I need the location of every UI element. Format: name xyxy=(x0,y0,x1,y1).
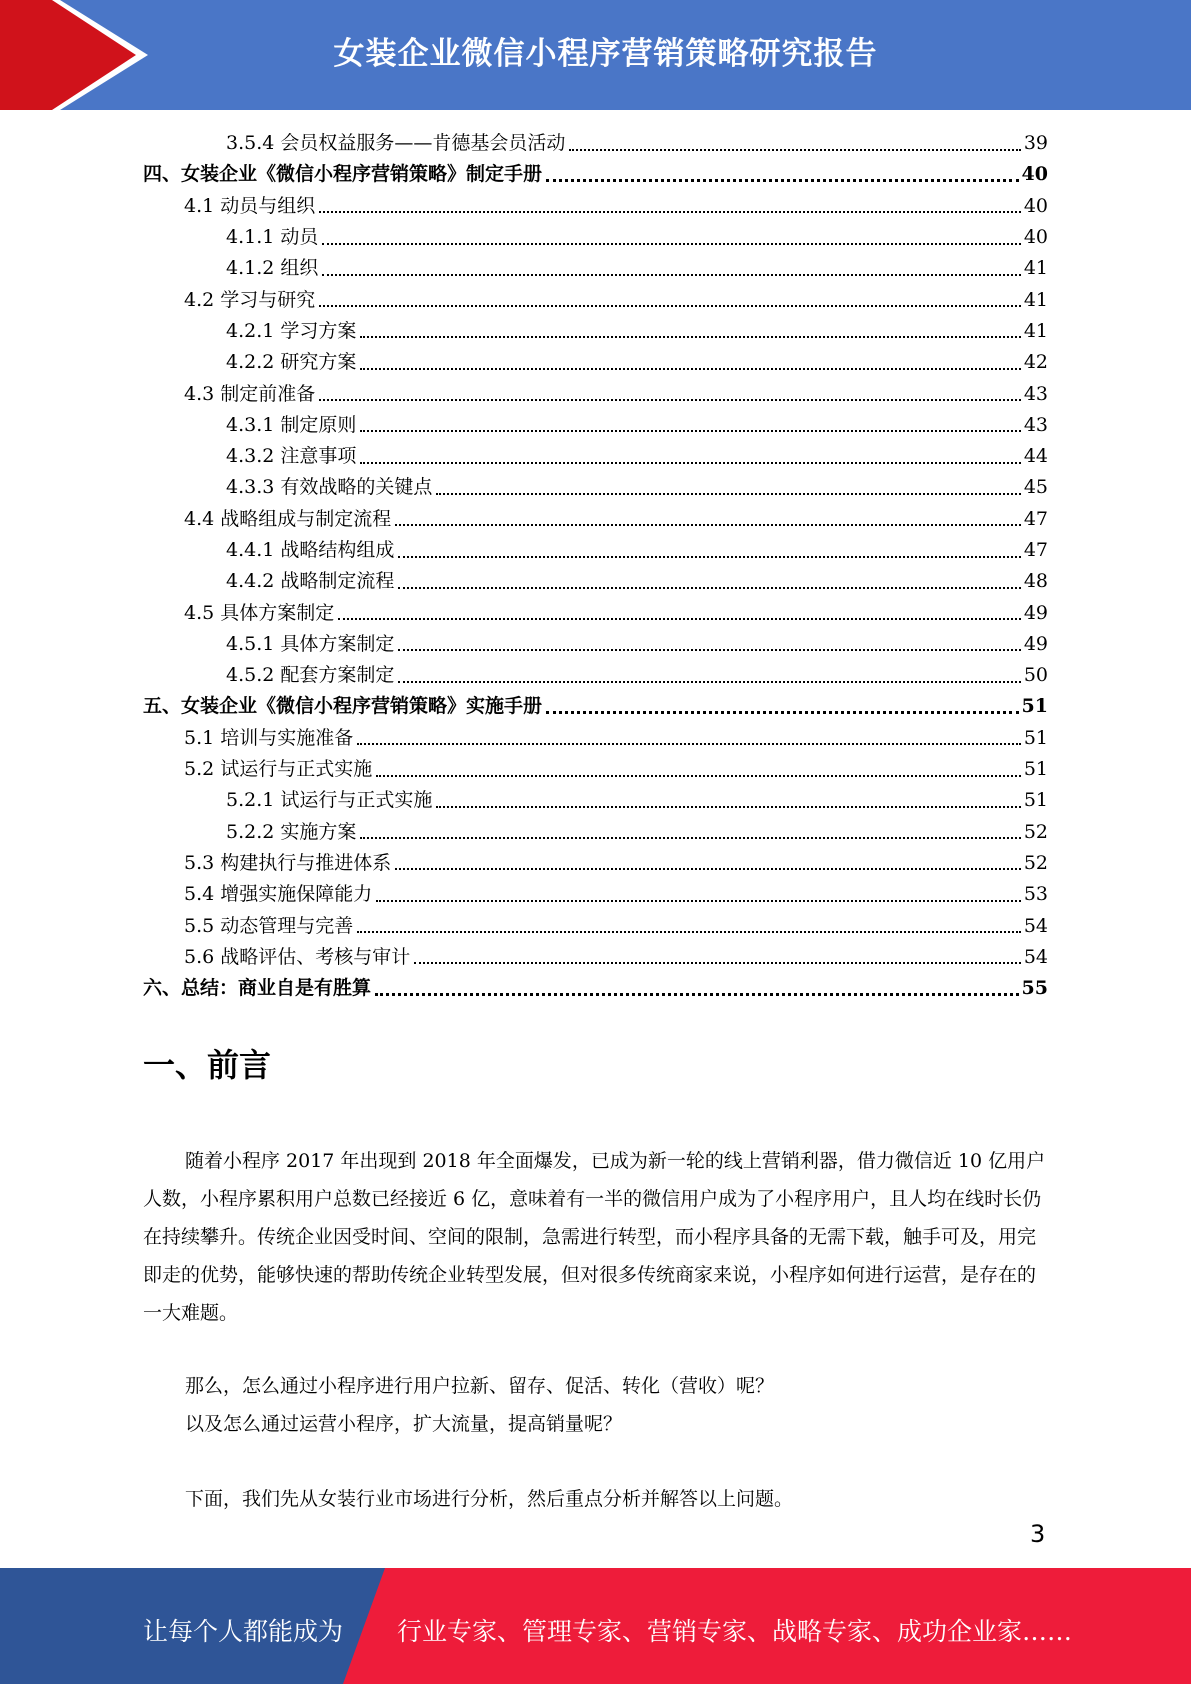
toc-entry-title: 3.5.4 会员权益服务——肯德基会员活动 xyxy=(226,132,566,155)
toc-entry[interactable] xyxy=(143,128,1048,159)
toc-entry-page: 50 xyxy=(1023,664,1048,687)
toc-dot-leader xyxy=(398,681,1020,683)
toc-entry-page: 51 xyxy=(1023,789,1048,812)
toc-entry-title: 5.5 动态管理与完善 xyxy=(184,914,354,937)
transition-paragraph: 下面，我们先从女装行业市场进行分析，然后重点分析并解答以上问题。 xyxy=(185,1488,794,1510)
toc-entry-title: 5.6 战略评估、考核与审计 xyxy=(184,945,411,968)
toc-dot-leader xyxy=(360,336,1020,338)
toc-dot-leader xyxy=(414,962,1021,964)
toc-entry-title: 4.1.2 组织 xyxy=(226,257,319,280)
toc-dot-leader xyxy=(375,993,1019,996)
toc-entry-title: 4.1.1 动员 xyxy=(226,226,319,249)
toc-entry-title: 5.3 构建执行与推进体系 xyxy=(184,851,392,874)
toc-entry[interactable] xyxy=(143,316,1048,347)
toc-entry-title: 4.5.1 具体方案制定 xyxy=(226,632,395,655)
toc-entry-page: 55 xyxy=(1021,977,1048,1000)
toc-entry-title: 5.2.1 试运行与正式实施 xyxy=(226,789,433,812)
toc-dot-leader xyxy=(338,618,1021,620)
toc-entry-title: 4.3.2 注意事项 xyxy=(226,445,357,468)
toc-entry[interactable] xyxy=(143,723,1048,754)
toc-dot-leader xyxy=(376,775,1021,777)
toc-entry[interactable] xyxy=(143,159,1048,190)
toc-dot-leader xyxy=(360,462,1020,464)
toc-dot-leader xyxy=(360,368,1020,370)
toc-entry-title: 4.3.1 制定原则 xyxy=(226,413,357,436)
toc-dot-leader xyxy=(360,837,1020,839)
toc-entry-page: 40 xyxy=(1023,194,1048,217)
toc-entry-title: 4.3.3 有效战略的关键点 xyxy=(226,476,433,499)
toc-entry-page: 49 xyxy=(1023,632,1048,655)
toc-entry-title: 5.2.2 实施方案 xyxy=(226,820,357,843)
toc-dot-leader xyxy=(546,711,1019,714)
toc-entry-page: 52 xyxy=(1023,851,1048,874)
toc-entry-page: 47 xyxy=(1023,539,1048,561)
toc-entry-page: 54 xyxy=(1023,914,1048,937)
toc-dot-leader xyxy=(395,524,1021,526)
toc-entry-title: 4.4 战略组成与制定流程 xyxy=(184,507,392,530)
toc-entry-title: 五、女装企业《微信小程序营销策略》实施手册 xyxy=(143,695,543,718)
toc-entry-page: 40 xyxy=(1021,163,1048,186)
toc-entry-page: 49 xyxy=(1023,601,1048,624)
toc-entry-title: 4.4.1 战略结构组成 xyxy=(226,539,395,561)
toc-dot-leader xyxy=(395,868,1021,870)
toc-dot-leader xyxy=(322,243,1020,245)
toc-entry-page: 43 xyxy=(1023,413,1048,436)
toc-dot-leader xyxy=(357,743,1021,745)
toc-entry-title: 4.3 制定前准备 xyxy=(184,382,316,405)
toc-dot-leader xyxy=(360,430,1020,432)
toc-dot-leader xyxy=(398,587,1020,589)
table-of-contents xyxy=(143,128,1048,1004)
toc-entry-title: 5.2 试运行与正式实施 xyxy=(184,758,373,781)
toc-entry-page: 41 xyxy=(1023,319,1048,342)
toc-entry-title: 4.5 具体方案制定 xyxy=(184,601,335,624)
toc-dot-leader xyxy=(322,274,1020,276)
toc-entry[interactable] xyxy=(143,660,1048,691)
toc-entry[interactable] xyxy=(143,691,1048,722)
question-line-1: 那么，怎么通过小程序进行用户拉新、留存、促活、转化（营收）呢？ xyxy=(185,1375,775,1397)
question-line-2: 以及怎么通过运营小程序，扩大流量，提高销量呢？ xyxy=(185,1413,623,1435)
toc-entry[interactable] xyxy=(143,817,1048,848)
toc-entry-page: 45 xyxy=(1023,476,1048,499)
toc-entry-page: 43 xyxy=(1023,382,1048,405)
report-title: 女装企业微信小程序营销策略研究报告 xyxy=(333,36,878,72)
toc-entry-page: 48 xyxy=(1023,570,1048,593)
toc-entry-page: 51 xyxy=(1023,758,1048,781)
toc-entry[interactable] xyxy=(143,191,1048,222)
toc-entry-title: 四、女装企业《微信小程序营销策略》制定手册 xyxy=(143,163,543,186)
page-number: 3 xyxy=(1030,1520,1046,1548)
toc-entry-page: 42 xyxy=(1023,351,1048,374)
toc-entry-page: 47 xyxy=(1023,507,1048,530)
footer-slogan-roles: 行业专家、管理专家、营销专家、战略专家、成功企业家…… xyxy=(397,1617,1073,1646)
toc-entry-title: 4.5.2 配套方案制定 xyxy=(226,664,395,687)
toc-entry-title: 4.4.2 战略制定流程 xyxy=(226,570,395,593)
toc-entry-title: 4.1 动员与组织 xyxy=(184,194,316,217)
toc-entry[interactable] xyxy=(143,378,1048,409)
toc-entry[interactable] xyxy=(143,504,1048,535)
toc-entry[interactable] xyxy=(143,942,1048,973)
toc-entry[interactable] xyxy=(143,848,1048,879)
toc-entry[interactable] xyxy=(143,253,1048,284)
toc-dot-leader xyxy=(357,931,1021,933)
toc-entry-page: 44 xyxy=(1023,445,1048,468)
toc-entry[interactable] xyxy=(143,472,1048,503)
section-heading: 一、前言 xyxy=(143,1046,272,1084)
toc-entry-title: 4.2.1 学习方案 xyxy=(226,319,357,342)
toc-dot-leader xyxy=(546,179,1019,182)
toc-entry-title: 5.1 培训与实施准备 xyxy=(184,726,354,749)
toc-dot-leader xyxy=(319,305,1021,307)
toc-entry-page: 39 xyxy=(1023,132,1048,155)
toc-entry[interactable] xyxy=(143,222,1048,253)
toc-dot-leader xyxy=(319,211,1021,213)
toc-entry-page: 41 xyxy=(1023,257,1048,280)
toc-entry[interactable] xyxy=(143,973,1048,1004)
toc-entry-page: 41 xyxy=(1023,288,1048,311)
toc-entry-page: 51 xyxy=(1023,726,1048,749)
page-header xyxy=(0,0,1191,110)
toc-entry-page: 52 xyxy=(1023,820,1048,843)
toc-dot-leader xyxy=(398,649,1020,651)
toc-dot-leader xyxy=(436,493,1020,495)
toc-entry[interactable] xyxy=(143,347,1048,378)
toc-entry-title: 六、总结：商业自是有胜算 xyxy=(143,977,372,1000)
toc-entry[interactable] xyxy=(143,566,1048,597)
toc-dot-leader xyxy=(319,399,1021,401)
toc-dot-leader xyxy=(376,900,1021,902)
toc-entry[interactable] xyxy=(143,441,1048,472)
toc-dot-leader xyxy=(398,556,1020,558)
toc-entry-page: 40 xyxy=(1023,226,1048,249)
toc-entry[interactable] xyxy=(143,284,1048,315)
toc-entry[interactable] xyxy=(143,879,1048,910)
toc-entry[interactable] xyxy=(143,597,1048,628)
page-footer xyxy=(0,1568,1191,1684)
toc-entry[interactable] xyxy=(143,910,1048,941)
toc-entry[interactable] xyxy=(143,754,1048,785)
toc-entry-page: 53 xyxy=(1023,883,1048,906)
toc-entry[interactable] xyxy=(143,785,1048,816)
toc-dot-leader xyxy=(436,806,1020,808)
toc-entry[interactable] xyxy=(143,535,1048,566)
toc-dot-leader xyxy=(569,149,1020,151)
toc-entry-page: 54 xyxy=(1023,945,1048,968)
toc-entry[interactable] xyxy=(143,629,1048,660)
toc-entry-page: 51 xyxy=(1021,695,1048,718)
toc-entry[interactable] xyxy=(143,410,1048,441)
footer-slogan-lead: 让每个人都能成为 xyxy=(143,1617,344,1646)
toc-entry-title: 4.2.2 研究方案 xyxy=(226,351,357,374)
intro-paragraph: 随着小程序 2017 年出现到 2018 年全面爆发，已成为新一轮的线上营销利器，借力微信近 10 亿用户人数，小程序累积用户总数已经接近 6 亿，意味着有一半的微信用户成为了小程序用户，且人均在线时长仍在持续攀升。传统企业因受时间、空间的限制，急需进行转型，而小程序具备的无需下载，触手可及，用完即走的优势，能够快速的帮助传统企业转型发展，但对很多传统商家来说，小程序如何进行运营，是存在的一大难题。 xyxy=(143,1150,1046,1324)
toc-entry-title: 4.2 学习与研究 xyxy=(184,288,316,311)
toc-entry-title: 5.4 增强实施保障能力 xyxy=(184,883,373,906)
